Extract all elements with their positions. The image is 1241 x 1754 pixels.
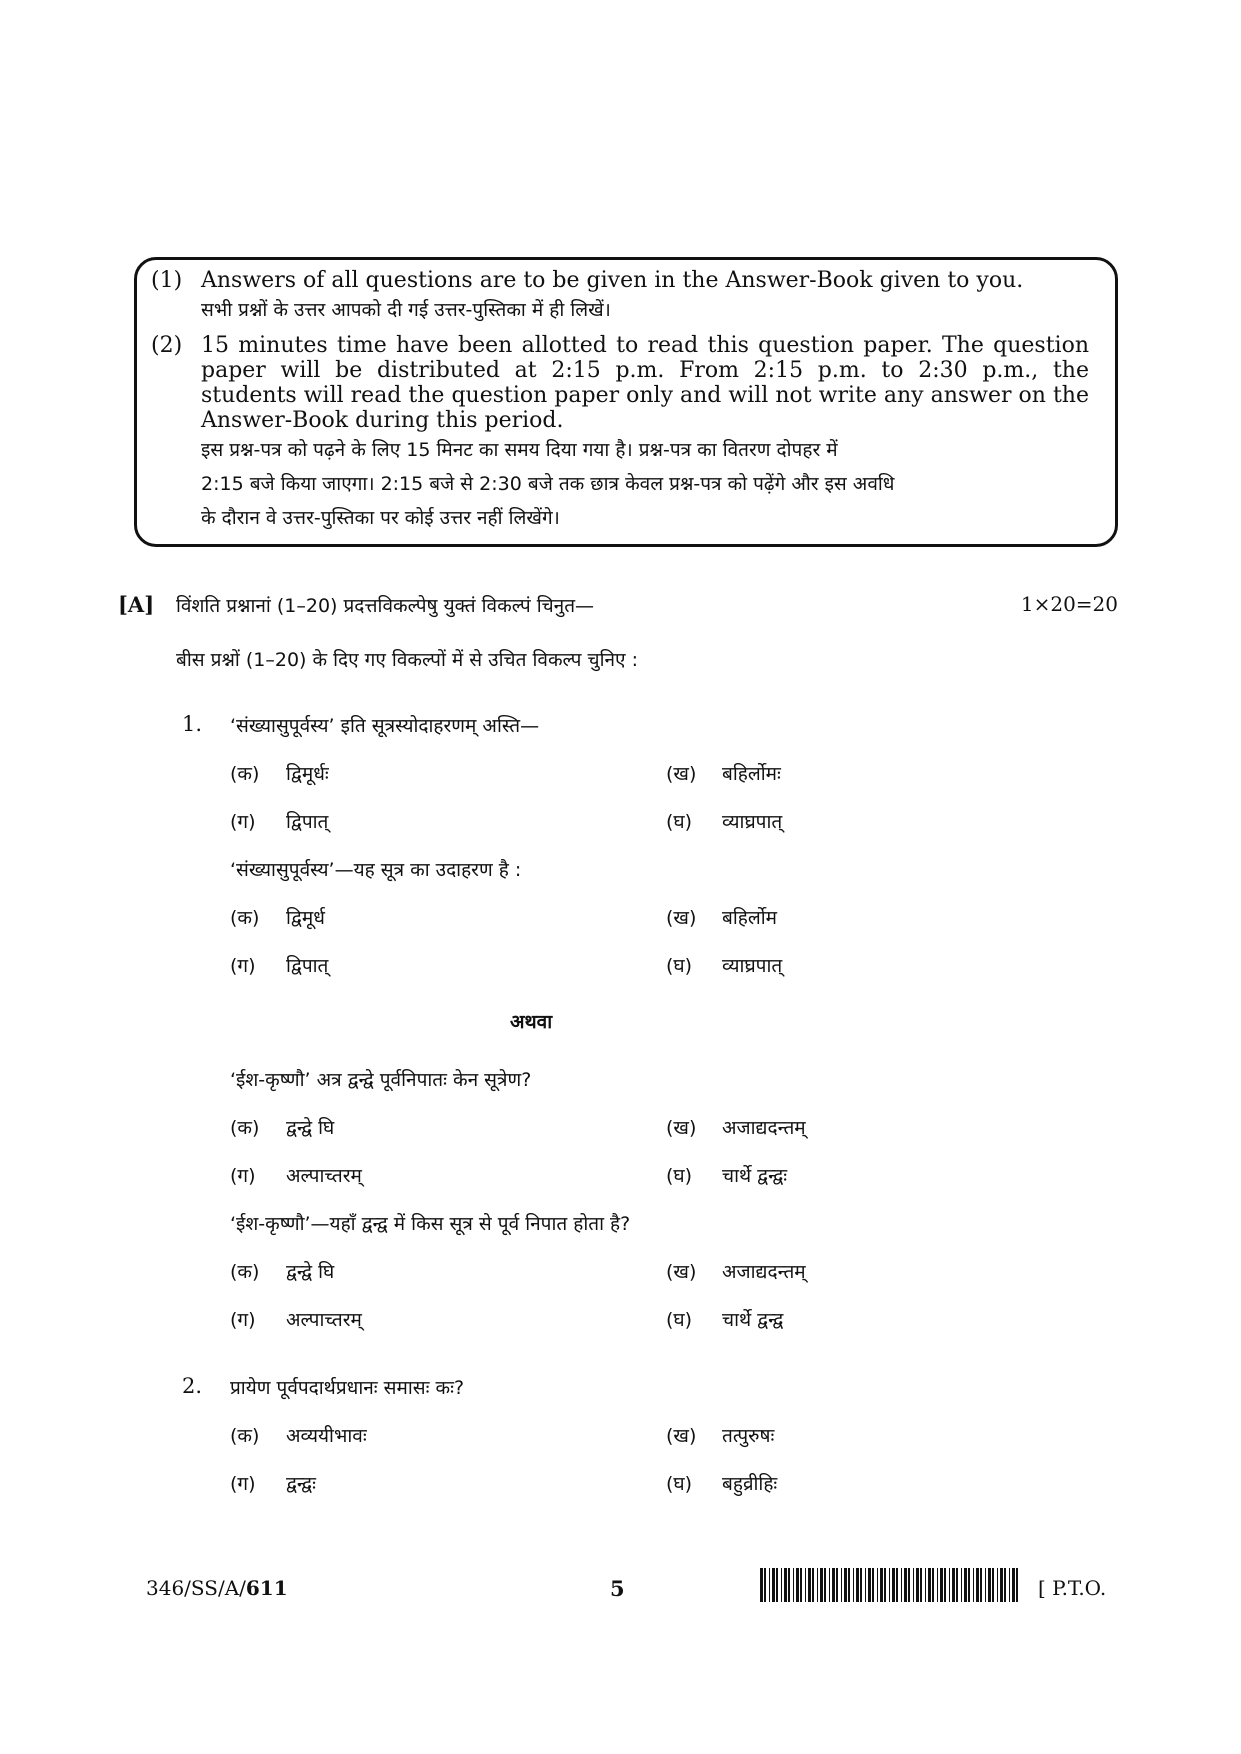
option-b: (ख) तत्पुरुषः	[666, 1425, 775, 1447]
question-text-hindi: ‘ईश-कृष्णौ’—यहाँ द्वन्द्व में किस सूत्र से पूर्व निपात होता है?	[230, 1213, 631, 1235]
section-instruction-hindi: बीस प्रश्नों (1–20) के दिए गए विकल्पों में से उचित विकल्प चुनिए :	[176, 649, 638, 671]
option-a: (क) द्विमूर्ध	[230, 907, 325, 929]
section-header	[118, 592, 1118, 626]
instruction-number: (2)	[151, 333, 183, 358]
instruction-english: Answers of all questions are to be given in the Answer-Book given to you.	[201, 268, 1024, 293]
instruction-1	[151, 268, 1089, 327]
option-c: (ग) अल्पाच्तरम्	[230, 1309, 362, 1331]
option-b: (ख) बहिर्लोमः	[666, 763, 781, 785]
option-d: (घ) व्याघ्रपात्	[666, 955, 783, 977]
instructions-box	[134, 257, 1118, 547]
question-number: 1.	[182, 712, 203, 736]
instruction-hindi-line: इस प्रश्न-पत्र को पढ़ने के लिए 15 मिनट का समय दिया गया है। प्रश्न-पत्र का वितरण दोपहर में	[201, 439, 838, 461]
please-turn-over: [ P.T.O.	[1038, 1576, 1107, 1600]
option-a: (क) द्वन्द्वे घि	[230, 1261, 335, 1283]
instruction-number: (1)	[151, 268, 183, 293]
option-b: (ख) अजाद्यदन्तम्	[666, 1117, 806, 1139]
option-b: (ख) अजाद्यदन्तम्	[666, 1261, 806, 1283]
instruction-hindi-line: के दौरान वे उत्तर-पुस्तिका पर कोई उत्तर नहीं लिखेंगे।	[201, 507, 560, 529]
option-a: (क) द्वन्द्वे घि	[230, 1117, 335, 1139]
question-text-hindi: ‘संख्यासुपूर्वस्य’—यह सूत्र का उदाहरण है :	[230, 859, 522, 881]
question-text-sanskrit: प्रायेण पूर्वपदार्थप्रधानः समासः कः?	[230, 1377, 465, 1399]
or-separator: अथवा	[510, 1011, 553, 1033]
option-c: (ग) अल्पाच्तरम्	[230, 1165, 362, 1187]
option-a: (क) अव्ययीभावः	[230, 1425, 367, 1447]
question-text-sanskrit: ‘संख्यासुपूर्वस्य’ इति सूत्रस्योदाहरणम् अस्ति—	[230, 715, 540, 737]
instruction-english: 15 minutes time have been allotted to read this question paper. The question paper will be distributed at 2:15 p.m. From 2:15 p.m. to 2:30 p.m., the students will read the question paper only and will not write any answer on the Answer-Book during this period.	[201, 333, 1089, 433]
option-c: (ग) द्विपात्	[230, 811, 329, 833]
option-d: (घ) व्याघ्रपात्	[666, 811, 783, 833]
option-b: (ख) बहिर्लोम	[666, 907, 778, 929]
instruction-2	[151, 333, 1089, 535]
barcode-icon	[760, 1568, 1022, 1602]
instruction-hindi-line: 2:15 बजे किया जाएगा। 2:15 बजे से 2:30 बजे तक छात्र केवल प्रश्न-पत्र को पढ़ेंगे और इस अवधि	[201, 473, 895, 495]
paper-code: 346/SS/A/611	[146, 1576, 288, 1600]
option-d: (घ) बहुव्रीहिः	[666, 1473, 778, 1495]
option-c: (ग) द्वन्द्वः	[230, 1473, 316, 1495]
question-number: 2.	[182, 1374, 203, 1398]
option-a: (क) द्विमूर्धः	[230, 763, 329, 785]
option-c: (ग) द्विपात्	[230, 955, 329, 977]
instruction-hindi: सभी प्रश्नों के उत्तर आपको दी गई उत्तर-पुस्तिका में ही लिखें।	[201, 299, 611, 321]
question-text-sanskrit: ‘ईश-कृष्णौ’ अत्र द्वन्द्वे पूर्वनिपातः केन सूत्रेण?	[230, 1069, 532, 1091]
option-d: (घ) चार्थे द्वन्द्वः	[666, 1165, 788, 1187]
section-label: [A]	[118, 592, 155, 617]
option-d: (घ) चार्थे द्वन्द्व	[666, 1309, 784, 1331]
section-marks: 1×20=20	[1020, 592, 1118, 616]
page-number: 5	[610, 1576, 625, 1601]
section-instruction-sanskrit: विंशति प्रश्नानां (1–20) प्रदत्तविकल्पेषु युक्तं विकल्पं चिनुत—	[176, 595, 595, 617]
